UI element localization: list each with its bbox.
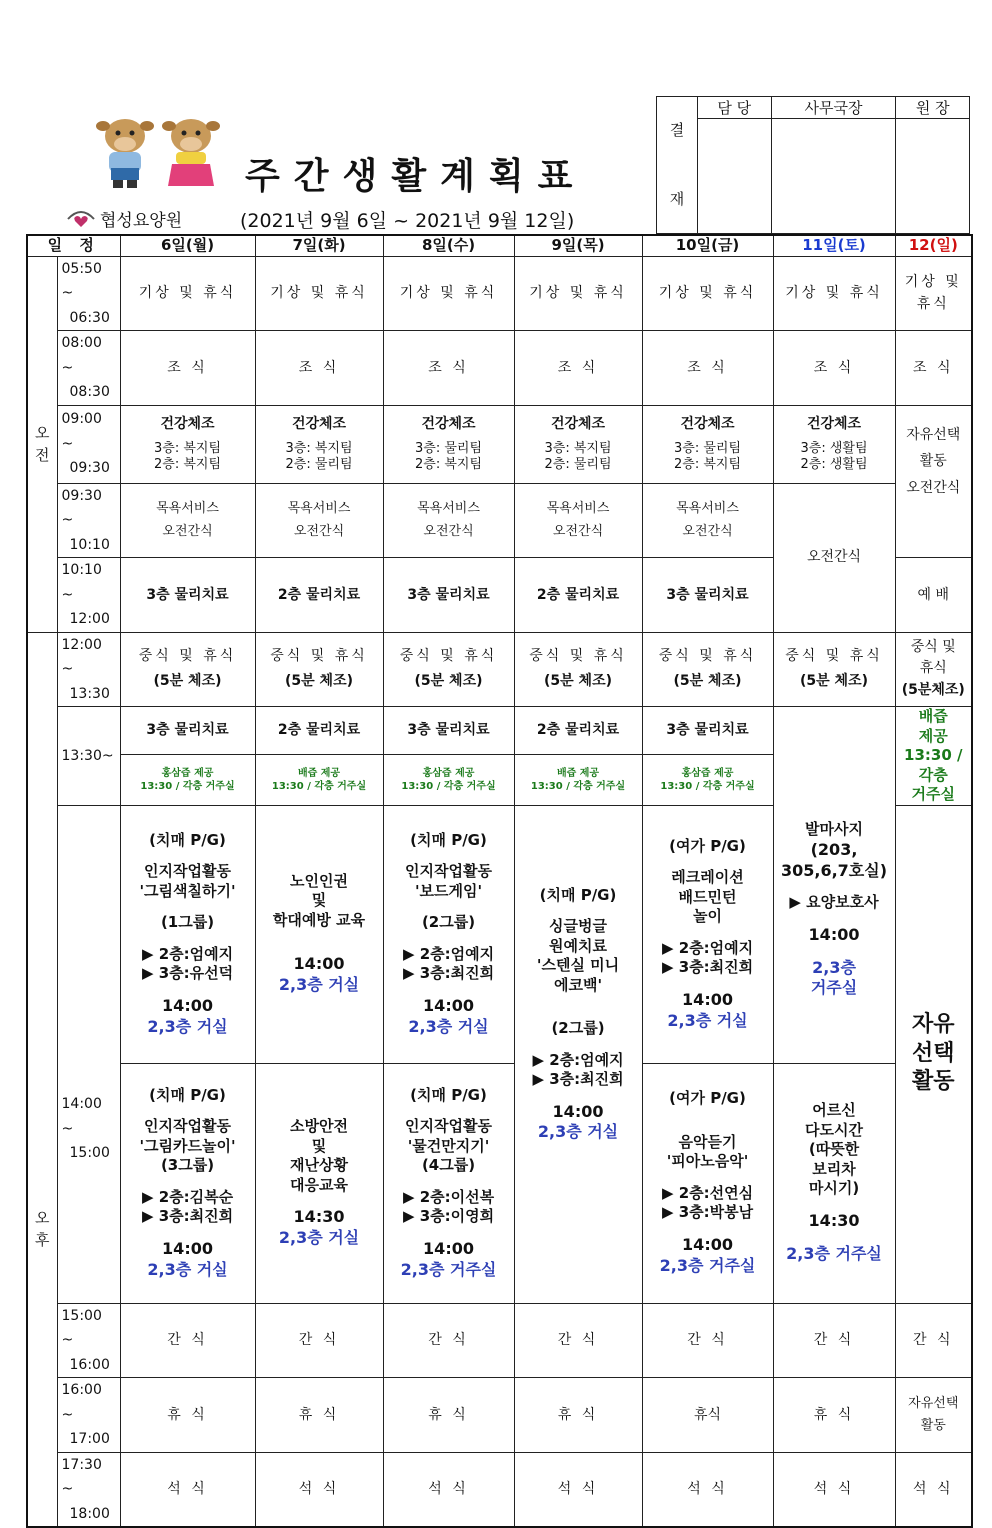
time-slot: [57, 632, 120, 707]
text-line: 배즙 제공: [297, 767, 341, 779]
cell-rest: 휴 식: [773, 1378, 895, 1453]
text-line: (5분 체조): [673, 673, 742, 690]
text-line: '물건만지기': [407, 1136, 490, 1155]
cell-program-fri-2: [642, 1063, 773, 1303]
text-line: ▶ 3층:최진희: [402, 964, 495, 983]
am-label: 오 전: [27, 256, 57, 632]
cell-therapy: 2층 물리치료: [514, 707, 642, 755]
cell-rest: 휴 식: [120, 1378, 255, 1453]
cell-snack-pm: 간 식: [383, 1303, 514, 1378]
cell-program-wed-1: [383, 805, 514, 1063]
text-line: (여가 P/G): [669, 836, 746, 855]
text-line: 오전간식: [162, 524, 213, 540]
approval-role-director: 원 장: [896, 97, 970, 119]
time-start: 08:00 ~: [61, 335, 102, 376]
text-line: (5분 체조): [285, 673, 353, 690]
text-line: 배드민턴: [678, 887, 737, 906]
text-line: ▶ 3층:최진희: [532, 1070, 624, 1088]
text-line: 14:00: [162, 1238, 213, 1258]
text-line: 중식 및 휴식: [658, 648, 757, 665]
approval-label: [657, 97, 698, 234]
text-line: 3층: 복지팀: [154, 440, 222, 456]
text-line: 중식 및 휴식: [399, 648, 498, 665]
cell-wake: 기상 및 휴식: [642, 256, 773, 331]
text-line: 건강체조: [291, 415, 347, 432]
cell-foot-massage: [773, 707, 895, 1064]
time-slot: [57, 405, 120, 483]
text-line: 보리차: [812, 1159, 856, 1178]
cell-rest-sun: [895, 1378, 972, 1453]
time-end: 17:00: [69, 1431, 110, 1447]
text-line: ▶ 3층:최진희: [141, 1207, 234, 1226]
time-end: 12:00: [69, 611, 110, 627]
time-start: 09:30 ~: [61, 487, 102, 528]
text-line: 및: [311, 1136, 327, 1155]
text-line: (2그룹): [551, 1019, 605, 1037]
pm-label: 오 후: [27, 632, 57, 1527]
text-line: (5분 체조): [800, 673, 868, 690]
cell-juice: [383, 755, 514, 805]
approval-role-secretary: 사무국장: [771, 97, 896, 119]
cell-snack-pm: 간 식: [514, 1303, 642, 1378]
cell-snack-pm: 간 식: [895, 1303, 972, 1378]
cell-juice: [120, 755, 255, 805]
cell-wake: 기상 및 휴식: [120, 256, 255, 331]
cell-dinner: 석 식: [895, 1452, 972, 1527]
text-line: (치매 P/G): [410, 1085, 487, 1104]
text-line: 2,3층 거실: [667, 1010, 748, 1030]
text-line: 건강체조: [550, 415, 606, 432]
time-start: 16:00 ~: [61, 1382, 102, 1423]
cell-program-tue-2: [255, 1063, 383, 1303]
text-line: 2,3층 거실: [278, 1228, 360, 1247]
text-line: 3층: 생활팀: [800, 440, 868, 456]
text-line: 중식 및 휴식: [785, 648, 883, 665]
cell-juice: [255, 755, 383, 805]
text-line: 2,3층 거실: [147, 1016, 228, 1036]
text-line: 13:30 / 각층 거주실: [530, 780, 626, 792]
time-start: 12:00 ~: [61, 636, 102, 677]
day-fri: 10일(금): [642, 235, 773, 256]
text-line: 홍삼즙 제공: [681, 767, 734, 779]
cell-breakfast: 조 식: [120, 331, 255, 406]
time-end: 13:30: [69, 685, 110, 702]
text-line: 14:30: [808, 1210, 860, 1230]
cell-therapy: 2층 물리치료: [255, 707, 383, 755]
schedule-header: 일 정: [27, 235, 120, 256]
text-line: '그림색칠하기': [139, 881, 236, 900]
text-line: 발마사지: [805, 820, 863, 839]
organization-name: [66, 206, 182, 231]
cell-lunch: [642, 632, 773, 707]
cell-rest: 휴 식: [383, 1378, 514, 1453]
cell-wake: 기상 및 휴식: [773, 256, 895, 331]
text-line: ▶ 2층:선연심: [661, 1183, 754, 1202]
text-line: 목욕서비스: [156, 500, 219, 516]
text-line: (4그룹): [421, 1156, 476, 1175]
time-start: 14:00 ~: [61, 1096, 102, 1137]
text-line: 14:30: [293, 1207, 345, 1227]
text-line: 13:30 / 각층 거주실: [401, 780, 496, 792]
day-sun: 12(일): [895, 235, 972, 256]
text-line: 2,3층 거실: [408, 1016, 489, 1036]
text-line: 각층: [918, 765, 948, 784]
text-line: '피아노음악': [666, 1152, 749, 1171]
text-line: 13:30 / 각층 거주실: [140, 780, 235, 792]
cell-breakfast: 조 식: [514, 331, 642, 406]
text-line: 목욕서비스: [417, 500, 480, 516]
text-line: 2층: 복지팀: [154, 457, 222, 473]
cell-snack-pm: 간 식: [642, 1303, 773, 1378]
time-slot: [57, 1452, 120, 1527]
text-line: 오전간식: [552, 524, 604, 540]
cell-rest: 휴 식: [255, 1378, 383, 1453]
cell-bath: [514, 483, 642, 558]
text-line: 휴식: [919, 660, 947, 677]
cell-breakfast: 조 식: [383, 331, 514, 406]
time-start: 15:00 ~: [61, 1307, 102, 1348]
cell-program-fri-1: [642, 805, 773, 1063]
text-line: 홍삼즙 제공: [422, 767, 475, 779]
text-line: 학대예방 교육: [272, 910, 366, 929]
time-slot: [57, 805, 120, 1303]
cell-wake: 기상 및 휴식: [514, 256, 642, 331]
text-line: 싱글벙글: [549, 917, 607, 935]
cell-program-mon-1: [120, 805, 255, 1063]
text-line: 어르신: [812, 1101, 856, 1120]
text-line: 인지작업활동: [144, 862, 231, 881]
text-line: (1그룹): [160, 913, 215, 932]
text-line: 에코백': [553, 975, 603, 994]
ox-mascot-boy-icon: [94, 112, 156, 190]
period-label: (2021년 9월 6일 ~ 2021년 9월 12일): [240, 210, 575, 232]
cell-therapy: 3층 물리치료: [120, 558, 255, 633]
text-line: 오전간식: [293, 524, 345, 540]
text-line: 2층: 물리팀: [285, 457, 353, 473]
cell-snack-pm: 간 식: [120, 1303, 255, 1378]
cell-therapy: 3층 물리치료: [383, 558, 514, 633]
text-line: 2,3층 거실: [147, 1259, 228, 1279]
cell-sun-morning: [895, 405, 972, 558]
text-line: 기상 및: [904, 273, 962, 290]
time-end: 16:00: [69, 1356, 110, 1373]
time-end: 06:30: [69, 309, 110, 326]
text-line: 건강체조: [160, 415, 215, 432]
cell-free-activity-sun: [895, 805, 972, 1303]
text-line: (치매 P/G): [149, 830, 226, 849]
cell-exercise: [383, 405, 514, 483]
text-line: 2,3층 거주실: [400, 1259, 497, 1279]
day-mon: 6일(월): [120, 235, 255, 256]
day-thu: 9일(목): [514, 235, 642, 256]
text-line: 놀이: [693, 907, 722, 926]
text-line: (203,: [810, 839, 858, 859]
text-line: ▶ 3층:이영희: [402, 1207, 495, 1226]
text-line: 대응교육: [290, 1175, 348, 1194]
text-line: (3그룹): [160, 1156, 215, 1175]
weekly-schedule-table: [26, 234, 973, 1528]
org-label: 협성요양원: [100, 211, 183, 231]
text-line: 중식 및: [910, 638, 956, 655]
text-line: 13:30 / 각층 거주실: [271, 780, 367, 792]
text-line: 오전간식: [906, 479, 961, 496]
cell-bath: [120, 483, 255, 558]
cell-exercise: [514, 405, 642, 483]
text-line: (5분 체조): [544, 673, 612, 690]
text-line: 목욕서비스: [546, 500, 610, 516]
text-line: 14:00: [808, 924, 860, 944]
text-line: 3층: 복지팀: [544, 440, 612, 456]
text-line: 및: [311, 891, 327, 910]
text-line: ▶ 2층:이선복: [402, 1187, 495, 1206]
heart-logo-icon: [66, 209, 96, 229]
text-line: 13:30 / 각층 거주실: [660, 780, 755, 792]
text-line: 목욕서비스: [676, 500, 739, 516]
approval-label-2: 재: [669, 190, 685, 208]
text-line: 14:00: [423, 1238, 474, 1258]
cell-lunch: [514, 632, 642, 707]
ox-mascot-girl-icon: [160, 112, 222, 190]
text-line: 305,6,7호실): [780, 860, 888, 880]
text-line: 인지작업활동: [144, 1117, 231, 1136]
text-line: (여가 P/G): [669, 1089, 746, 1108]
cell-therapy: 3층 물리치료: [120, 707, 255, 755]
text-line: 2층: 복지팀: [415, 457, 483, 473]
cell-dinner: 석 식: [773, 1452, 895, 1527]
cell-bath: [642, 483, 773, 558]
cell-therapy: 2층 물리치료: [255, 558, 383, 633]
time-start: 17:30 ~: [61, 1456, 102, 1497]
approval-sign-manager[interactable]: [698, 119, 772, 234]
text-line: 배즙 제공: [556, 767, 600, 779]
text-line: (치매 P/G): [539, 885, 617, 904]
cell-dinner: 석 식: [642, 1452, 773, 1527]
text-line: 2,3층 거주실: [786, 1243, 882, 1263]
text-line: 자유선택: [906, 426, 961, 443]
day-wed: 8일(수): [383, 235, 514, 256]
cell-rest: 휴식: [642, 1378, 773, 1453]
page-title: 주간생활계획표: [245, 156, 587, 197]
cell-program-mon-2: [120, 1063, 255, 1303]
text-line: (5분 체조): [414, 673, 483, 690]
text-line: 건강체조: [421, 415, 476, 432]
cell-exercise: [255, 405, 383, 483]
text-line: 레크레이션: [671, 868, 744, 887]
cell-lunch-sun: [895, 632, 972, 707]
cell-juice-sun: [895, 707, 972, 806]
time-slot: [57, 483, 120, 558]
cell-exercise: [773, 405, 895, 483]
text-line: 오전간식: [682, 524, 733, 540]
approval-box: [656, 96, 970, 234]
cell-lunch: [255, 632, 383, 707]
text-line: 14:00: [682, 989, 733, 1009]
cell-bath: [255, 483, 383, 558]
cell-tea-time-sat: [773, 1063, 895, 1303]
text-line: (5분체조): [901, 682, 965, 699]
text-line: 14:00: [552, 1101, 604, 1121]
cell-bath: [383, 483, 514, 558]
text-line: 배즙: [918, 707, 948, 725]
cell-program-thu: [514, 805, 642, 1303]
time-start: 09:00 ~: [61, 411, 102, 452]
cell-snack-pm: 간 식: [255, 1303, 383, 1378]
text-line: 14:00: [293, 954, 345, 974]
text-line: 소방안전: [290, 1117, 348, 1136]
cell-snack-am-sat: 오전간식: [773, 483, 895, 632]
text-line: 홍삼즙 제공: [161, 767, 214, 779]
cell-dinner: 석 식: [255, 1452, 383, 1527]
text-line: 휴식: [916, 296, 950, 313]
text-line: 중식 및 휴식: [138, 648, 237, 665]
approval-label-1: 결: [669, 121, 685, 139]
text-line: ▶ 2층:김복순: [141, 1187, 234, 1206]
text-line: 14:00: [423, 995, 474, 1015]
cell-wake: 기상 및 휴식: [383, 256, 514, 331]
text-line: (치매 P/G): [410, 830, 487, 849]
cell-exercise: [120, 405, 255, 483]
text-line: 2층: 생활팀: [800, 457, 868, 473]
text-line: ▶ 3층:유선덕: [141, 964, 234, 983]
text-line: 3층: 물리팀: [674, 440, 742, 456]
text-line: 활동: [919, 453, 947, 470]
cell-therapy: 3층 물리치료: [383, 707, 514, 755]
text-line: 노인인권: [290, 871, 348, 890]
cell-program-tue-1: [255, 805, 383, 1063]
text-line: 활동: [920, 1417, 946, 1433]
text-line: ▶ 2층:엄예지: [141, 944, 234, 963]
text-line: 3층: 복지팀: [285, 440, 353, 456]
cell-therapy: 2층 물리치료: [514, 558, 642, 633]
text-line: 2층: 물리팀: [544, 457, 612, 473]
time-slot: 13:30~: [57, 707, 120, 806]
time-end: 10:10: [69, 536, 110, 553]
cell-breakfast: 조 식: [773, 331, 895, 406]
text-line: 활동: [912, 1069, 955, 1095]
day-tue: 7일(화): [255, 235, 383, 256]
text-line: 건강체조: [806, 415, 862, 432]
cell-juice: [642, 755, 773, 805]
time-start: 05:50 ~: [61, 260, 102, 301]
text-line: 3층: 물리팀: [415, 440, 483, 456]
text-line: 다도시간: [805, 1120, 863, 1139]
cell-breakfast: 조 식: [642, 331, 773, 406]
text-line: 인지작업활동: [405, 862, 492, 881]
cell-snack-pm: 간 식: [773, 1303, 895, 1378]
cell-wake: 기상 및 휴식: [255, 256, 383, 331]
text-line: ▶ 요양보호사: [789, 893, 879, 912]
time-slot: [57, 558, 120, 633]
cell-exercise: [642, 405, 773, 483]
text-line: 2,3층 거주실: [659, 1255, 756, 1275]
cell-dinner: 석 식: [120, 1452, 255, 1527]
text-line: 오전간식: [423, 524, 474, 540]
text-line: (치매 P/G): [149, 1085, 226, 1104]
text-line: 재난상황: [290, 1156, 348, 1175]
text-line: 음악듣기: [678, 1132, 737, 1151]
text-line: (2그룹): [421, 913, 476, 932]
text-line: 마시기): [808, 1179, 860, 1198]
cell-breakfast: 조 식: [255, 331, 383, 406]
cell-wake-sun: [895, 256, 972, 331]
cell-therapy: 3층 물리치료: [642, 558, 773, 633]
approval-role-manager: 담 당: [698, 97, 772, 119]
text-line: '스텐실 미니: [536, 956, 620, 974]
text-line: 14:00: [162, 995, 213, 1015]
time-slot: [57, 256, 120, 331]
text-line: 인지작업활동: [405, 1117, 492, 1136]
cell-juice: [514, 755, 642, 805]
cell-worship: 예 배: [895, 558, 972, 633]
cell-lunch: [383, 632, 514, 707]
text-line: 2,3층: [812, 957, 856, 977]
cell-dinner: 석 식: [383, 1452, 514, 1527]
text-line: ▶ 2층:엄예지: [402, 944, 495, 963]
text-line: ▶ 2층:엄예지: [532, 1050, 624, 1069]
time-end: 18:00: [69, 1505, 110, 1522]
cell-therapy: 3층 물리치료: [642, 707, 773, 755]
text-line: 목욕서비스: [287, 500, 351, 516]
cell-lunch: [773, 632, 895, 707]
text-line: 14:00: [682, 1234, 733, 1254]
time-end: 08:30: [69, 384, 110, 400]
text-line: '그림카드놀이': [139, 1136, 236, 1155]
time-slot: [57, 1378, 120, 1453]
text-line: '보드게임': [414, 881, 483, 900]
text-line: 자유: [912, 1012, 955, 1038]
text-line: (따뜻한: [808, 1140, 860, 1159]
text-line: 2,3층 거실: [278, 975, 360, 995]
approval-sign-director[interactable]: [896, 119, 970, 234]
day-sat: 11일(토): [773, 235, 895, 256]
time-end: 15:00: [69, 1145, 110, 1162]
text-line: ▶ 3층:최진희: [661, 958, 754, 977]
text-line: ▶ 3층:박봉남: [661, 1203, 754, 1222]
cell-program-wed-2: [383, 1063, 514, 1303]
text-line: 원예치료: [549, 936, 607, 955]
cell-dinner: 석 식: [514, 1452, 642, 1527]
approval-sign-secretary[interactable]: [771, 119, 896, 234]
time-end: 09:30: [69, 460, 110, 477]
text-line: (5분 체조): [153, 673, 222, 690]
time-slot: [57, 331, 120, 406]
text-line: 제공: [918, 726, 948, 745]
text-line: 선택: [912, 1040, 955, 1066]
text-line: 중식 및 휴식: [529, 648, 627, 665]
time-slot: [57, 1303, 120, 1378]
text-line: 자유선택: [908, 1395, 959, 1411]
text-line: 거주실: [810, 978, 858, 998]
text-line: 2,3층 거실: [537, 1122, 619, 1142]
text-line: 중식 및 휴식: [270, 648, 368, 665]
cell-lunch: [120, 632, 255, 707]
cell-rest: 휴 식: [514, 1378, 642, 1453]
text-line: 거주실: [911, 785, 955, 803]
time-start: 10:10 ~: [61, 562, 102, 603]
cell-breakfast: 조 식: [895, 331, 972, 406]
text-line: 건강체조: [680, 415, 735, 432]
text-line: 13:30 /: [904, 746, 963, 764]
text-line: ▶ 2층:엄예지: [661, 938, 754, 957]
text-line: 2층: 복지팀: [674, 457, 742, 473]
